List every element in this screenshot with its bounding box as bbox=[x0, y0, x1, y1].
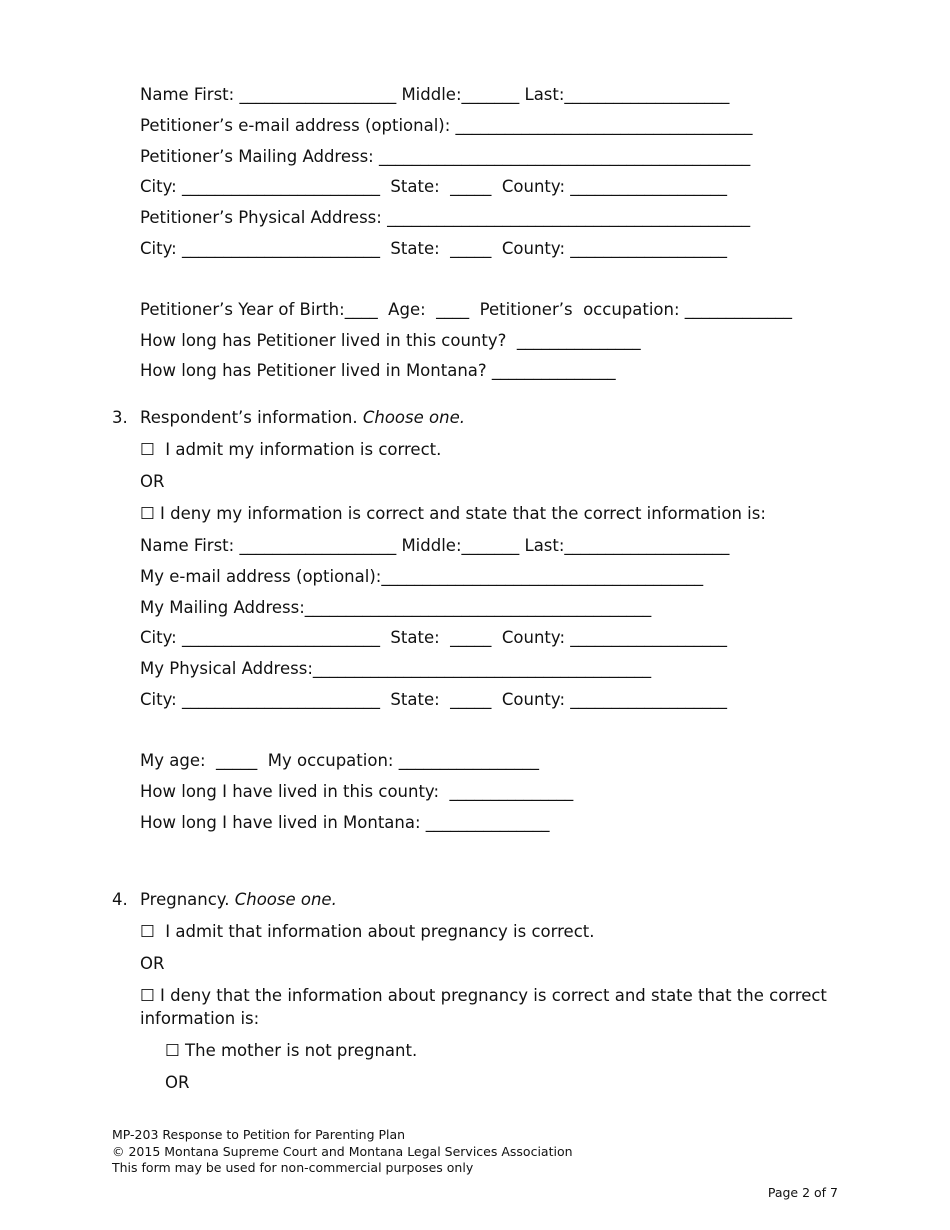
respondent-age-line: My age: _____ My occupation: _________________ bbox=[140, 751, 539, 770]
footer-copyright: © 2015 Montana Supreme Court and Montana Legal Services Association bbox=[112, 1144, 573, 1159]
petitioner-city-line-2: City: ________________________ State: _____ County: ___________________ bbox=[140, 239, 728, 258]
section4-title: Pregnancy. bbox=[140, 890, 235, 909]
footer-usage: This form may be used for non-commercial purposes only bbox=[112, 1160, 474, 1175]
respondent-montana-line: How long I have lived in Montana: _______________ bbox=[140, 813, 550, 832]
section4-number: 4. bbox=[112, 890, 128, 909]
petitioner-email-line: Petitioner’s e-mail address (optional): ____________________________________ bbox=[140, 116, 753, 135]
petitioner-mailing-line: Petitioner’s Mailing Address: _____________________________________________ bbox=[140, 147, 751, 166]
respondent-name-line: Name First: ___________________ Middle:_______ Last:____________________ bbox=[140, 536, 730, 555]
section4-title-italic: Choose one. bbox=[234, 890, 337, 909]
page-number: Page 2 of 7 bbox=[767, 1185, 838, 1200]
section4-or-2: OR bbox=[165, 1073, 190, 1092]
footer-form-title: MP-203 Response to Petition for Parenting Plan bbox=[112, 1127, 406, 1142]
section3-or: OR bbox=[140, 472, 165, 491]
section4-not-pregnant-option[interactable]: ☐ The mother is not pregnant. bbox=[165, 1041, 418, 1060]
respondent-county-line: How long I have lived in this county: _______________ bbox=[140, 782, 574, 801]
section3-deny-option[interactable]: ☐ I deny my information is correct and state that the correct information is: bbox=[140, 504, 766, 523]
section4-heading bbox=[140, 890, 337, 910]
petitioner-birth-line: Petitioner’s Year of Birth:____ Age: ____ Petitioner’s occupation: _____________ bbox=[140, 300, 793, 319]
petitioner-county-line: How long has Petitioner lived in this county? _______________ bbox=[140, 331, 641, 350]
section4-admit-option[interactable]: ☐ I admit that information about pregnancy is correct. bbox=[140, 922, 595, 941]
section4-deny-option[interactable]: ☐ I deny that the information about pregnancy is correct and state that the correct information is: bbox=[140, 986, 827, 1028]
petitioner-physical-line: Petitioner’s Physical Address: ____________________________________________ bbox=[140, 208, 751, 227]
petitioner-montana-line: How long has Petitioner lived in Montana? _______________ bbox=[140, 361, 616, 380]
section4-or: OR bbox=[140, 954, 165, 973]
respondent-email-line: My e-mail address (optional):_______________________________________ bbox=[140, 567, 704, 586]
section3-number: 3. bbox=[112, 408, 128, 427]
petitioner-name-line: Name First: ___________________ Middle:_______ Last:____________________ bbox=[140, 85, 730, 104]
respondent-physical-line: My Physical Address:_________________________________________ bbox=[140, 659, 652, 678]
respondent-mailing-line: My Mailing Address:__________________________________________ bbox=[140, 598, 652, 617]
section3-admit-option[interactable]: ☐ I admit my information is correct. bbox=[140, 440, 442, 459]
respondent-city-line-2: City: ________________________ State: _____ County: ___________________ bbox=[140, 690, 728, 709]
section3-title-italic: Choose one. bbox=[362, 408, 465, 427]
respondent-city-line-1: City: ________________________ State: _____ County: ___________________ bbox=[140, 628, 728, 647]
section3-heading bbox=[140, 408, 465, 428]
petitioner-city-line-1: City: ________________________ State: _____ County: ___________________ bbox=[140, 177, 728, 196]
section3-title: Respondent’s information. bbox=[140, 408, 363, 427]
